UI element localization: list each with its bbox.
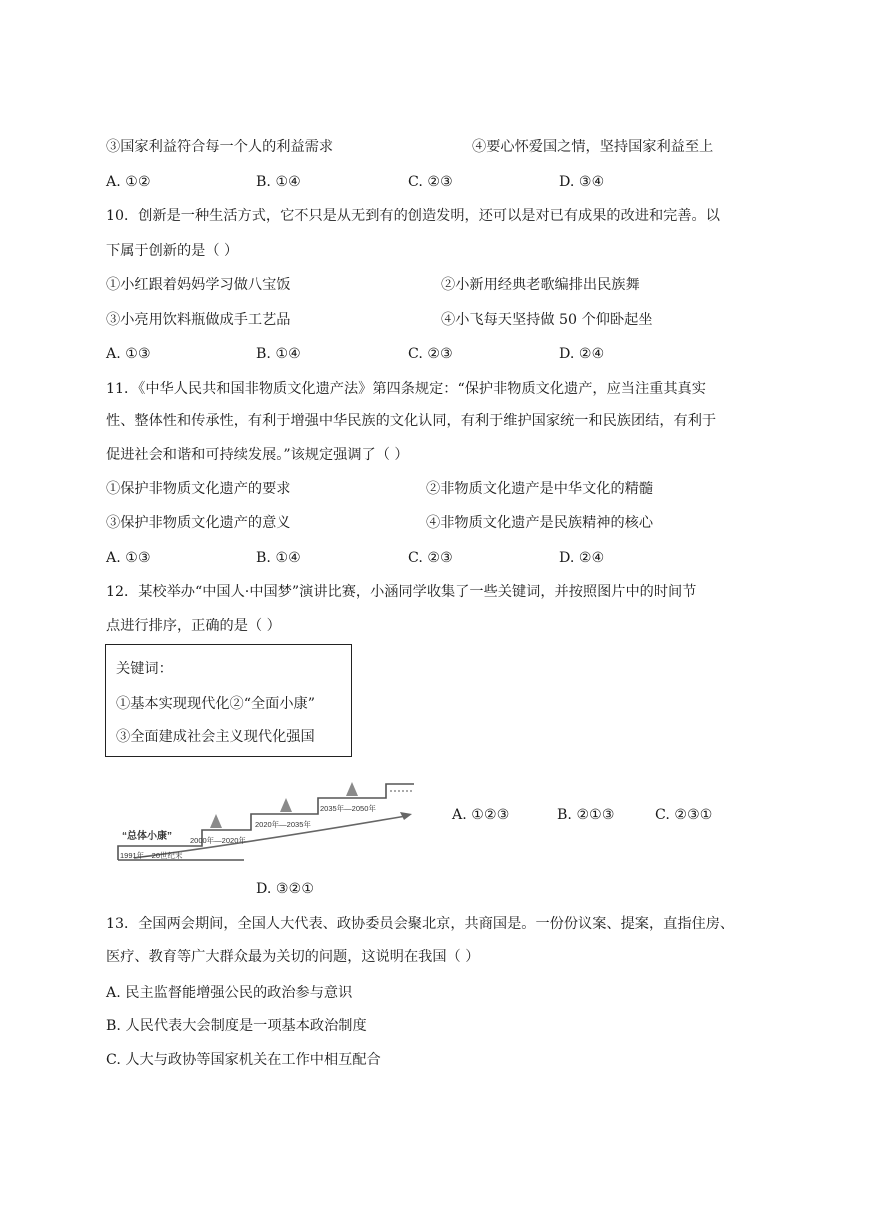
- q13-option-b[interactable]: B. 人民代表大会制度是一项基本政治制度: [106, 1018, 367, 1034]
- q12-option-a[interactable]: A. ①②③: [452, 807, 510, 823]
- label-period-1: 1991年—20世纪末: [120, 851, 183, 860]
- q11-stem-line-3: 促进社会和谐和可持续发展。”该规定强调了（ ）: [106, 447, 409, 463]
- q11-option-d[interactable]: D. ②④: [559, 550, 605, 566]
- q11-statement-2: ②非物质文化遗产是中华文化的精髓: [426, 481, 654, 497]
- milestone-triangle-icon: [280, 798, 292, 812]
- q10-option-c[interactable]: C. ②③: [408, 346, 453, 362]
- q10-statement-2: ②小新用经典老歌编排出民族舞: [441, 277, 640, 293]
- label-period-3: 2020年—2035年: [255, 820, 311, 829]
- q12-option-b[interactable]: B. ②①③: [557, 807, 615, 823]
- q10-statement-3: ③小亮用饮料瓶做成手工艺品: [106, 312, 291, 328]
- q9-option-c[interactable]: C. ②③: [408, 174, 453, 190]
- keywords-line-2: ③全面建成社会主义现代化强国: [116, 729, 315, 745]
- q9-option-a[interactable]: A. ①②: [106, 174, 151, 190]
- q13-option-a[interactable]: A. 民主监督能增强公民的政治参与意识: [106, 985, 353, 1001]
- q13-stem-line-1: 13．全国两会期间，全国人大代表、政协委员会聚北京，共商国是。一份份议案、提案，直指住房、: [106, 916, 735, 932]
- q10-option-b[interactable]: B. ①④: [256, 346, 301, 362]
- q12-option-d[interactable]: D. ③②①: [256, 881, 315, 897]
- q10-statement-1: ①小红跟着妈妈学习做八宝饭: [106, 277, 291, 293]
- q12-stem-line-2: 点进行排序，正确的是（ ）: [106, 618, 281, 634]
- q10-option-a[interactable]: A. ①③: [106, 346, 151, 362]
- q9-option-d[interactable]: D. ③④: [559, 174, 605, 190]
- q9-statement-3: ③国家利益符合每一个人的利益需求: [106, 139, 334, 155]
- keywords-box: [105, 644, 352, 757]
- label-period-4: 2035年—2050年: [320, 804, 376, 813]
- q11-option-c[interactable]: C. ②③: [408, 550, 453, 566]
- q11-stem-line-1: 11．《中华人民共和国非物质文化遗产法》第四条规定：“保护非物质文化遗产，应当注重其真实: [106, 381, 706, 397]
- q10-statement-4: ④小飞每天坚持做 50 个仰卧起坐: [441, 312, 653, 328]
- q9-statement-4: ④要心怀爱国之情，坚持国家利益至上: [472, 139, 714, 155]
- keywords-title: 关键词：: [116, 661, 173, 677]
- label-period-2: 2000年—2020年: [190, 836, 246, 845]
- q11-stem-line-2: 性、整体性和传承性，有利于增强中华民族的文化认同，有利于维护国家统一和民族团结，有利于: [106, 413, 717, 429]
- label-overall-xiaokang: “总体小康”: [122, 831, 172, 842]
- q11-statement-4: ④非物质文化遗产是民族精神的核心: [426, 515, 654, 531]
- q10-stem-line-2: 下属于创新的是（ ）: [106, 243, 239, 259]
- keywords-line-1: ①基本实现现代化②“全面小康”: [116, 696, 315, 712]
- q10-stem-line-1: 10．创新是一种生活方式，它不只是从无到有的创造发明，还可以是对已有成果的改进和完善。以: [106, 208, 720, 224]
- q12-stem-line-1: 12．某校举办“中国人·中国梦”演讲比赛，小涵同学收集了一些关键词，并按照图片中的时间节: [106, 584, 697, 600]
- timeline-staircase-figure: [114, 782, 419, 862]
- milestone-triangle-icon: [346, 782, 358, 796]
- q9-option-b[interactable]: B. ①④: [256, 174, 301, 190]
- q10-option-d[interactable]: D. ②④: [559, 346, 605, 362]
- q12-option-c[interactable]: C. ②③①: [655, 807, 713, 823]
- q11-statement-3: ③保护非物质文化遗产的意义: [106, 515, 291, 531]
- q13-stem-line-2: 医疗、教育等广大群众最为关切的问题，这说明在我国（ ）: [106, 949, 480, 965]
- milestone-triangle-icon: [210, 814, 222, 828]
- q11-option-a[interactable]: A. ①③: [106, 550, 151, 566]
- q11-statement-1: ①保护非物质文化遗产的要求: [106, 481, 291, 497]
- q13-option-c[interactable]: C. 人大与政协等国家机关在工作中相互配合: [106, 1052, 381, 1068]
- q11-option-b[interactable]: B. ①④: [256, 550, 301, 566]
